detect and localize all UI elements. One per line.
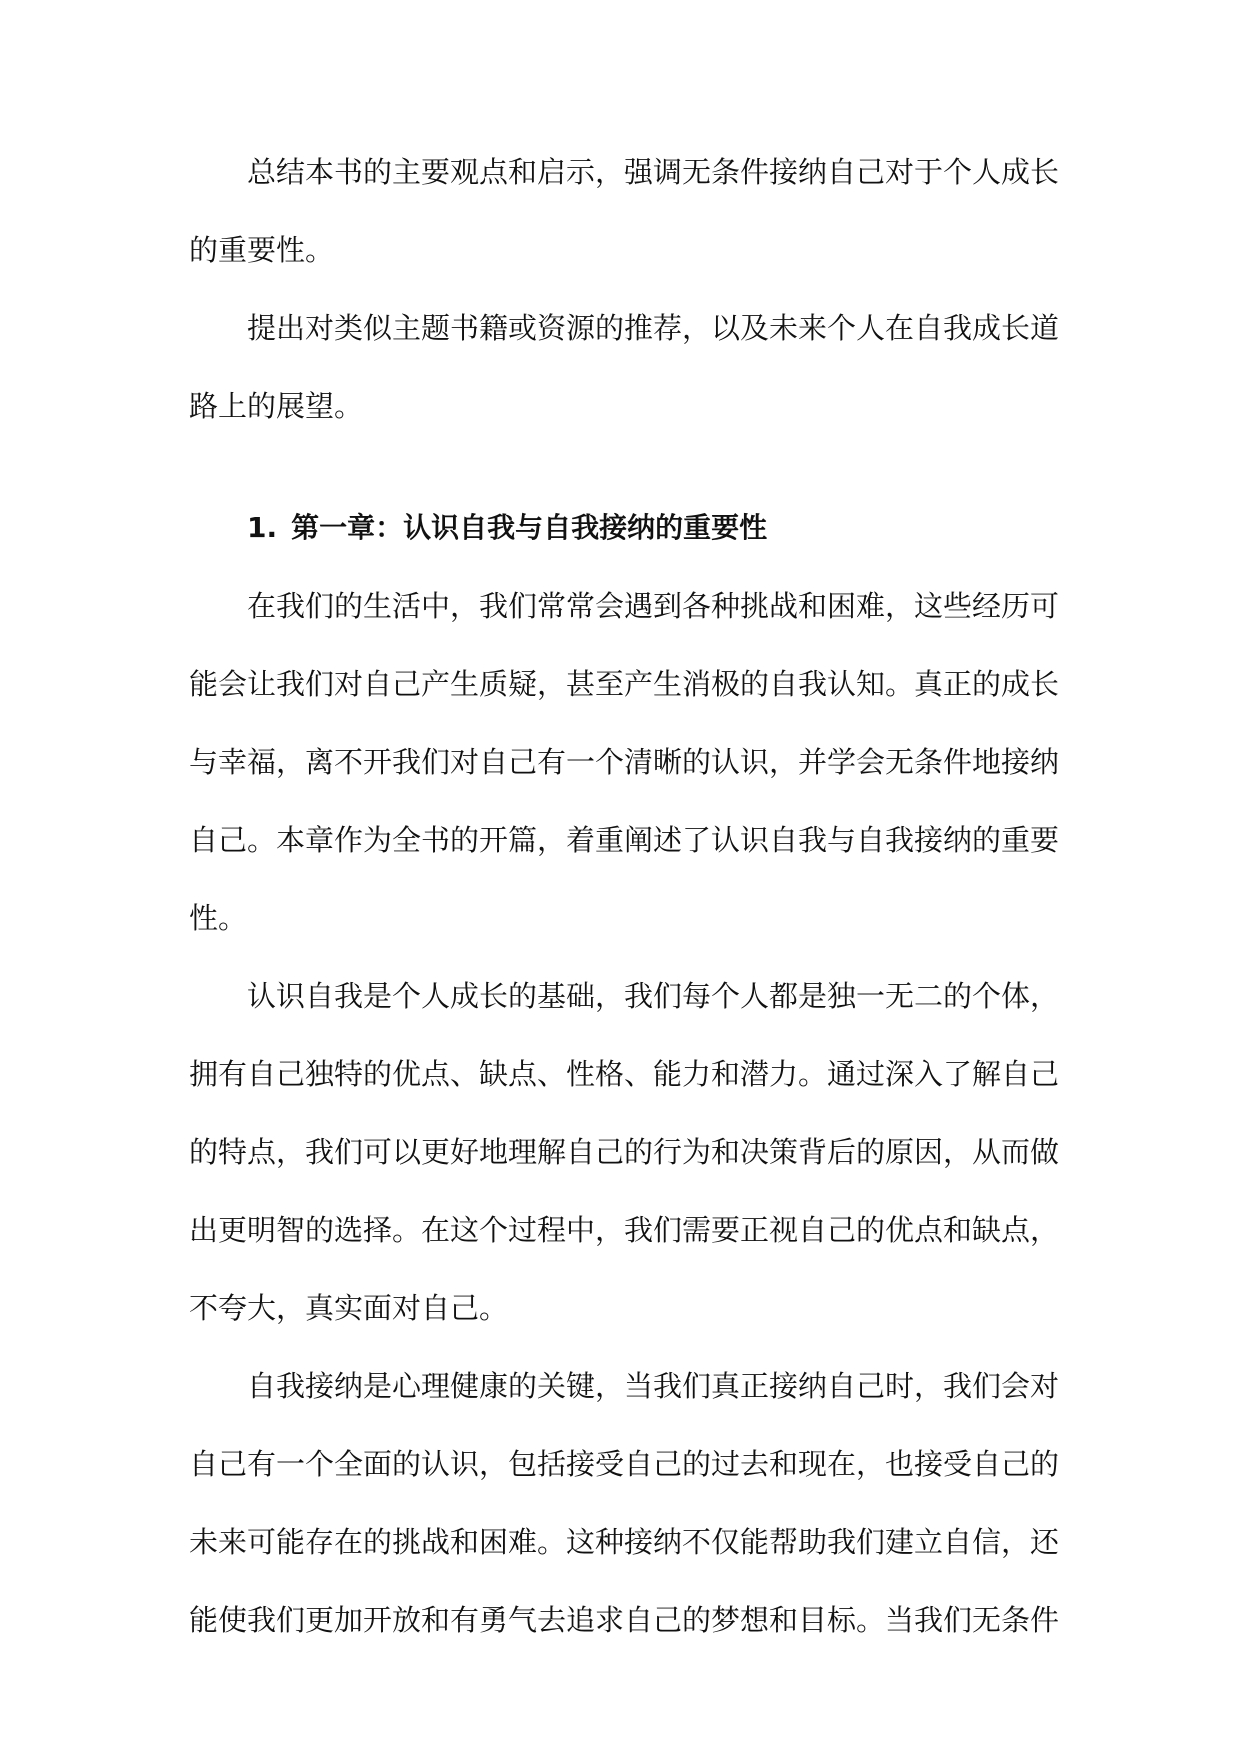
intro-paragraph: 提出对类似主题书籍或资源的推荐，以及未来个人在自我成长道路上的展望。: [189, 311, 1060, 423]
chapter-heading: [189, 489, 1059, 567]
chapter-paragraph: 自我接纳是心理健康的关键，当我们真正接纳自己时，我们会对自己有一个全面的认识，包括接受自己的过去和现在，也接受自己的未来可能存在的挑战和困难。这种接纳不仅能帮助我们建立自信，还能使我们更加开放和有勇气去追求自己的梦想和目标。当我们无条件: [189, 1369, 1060, 1637]
intro-paragraph: 总结本书的主要观点和启示，强调无条件接纳自己对于个人成长的重要性。: [189, 155, 1060, 267]
document-body: [189, 133, 1059, 1659]
chapter-paragraph: 认识自我是个人成长的基础，我们每个人都是独一无二的个体，拥有自己独特的优点、缺点、性格、能力和潜力。通过深入了解自己的特点，我们可以更好地理解自己的行为和决策背后的原因，从而做出更明智的选择。在这个过程中，我们需要正视自己的优点和缺点，不夸大，真实面对自己。: [189, 979, 1060, 1325]
chapter-number: 1.: [247, 511, 278, 544]
chapter-title: 第一章：认识自我与自我接纳的重要性: [291, 511, 768, 544]
chapter-paragraph: 在我们的生活中，我们常常会遇到各种挑战和困难，这些经历可能会让我们对自己产生质疑，甚至产生消极的自我认知。真正的成长与幸福，离不开我们对自己有一个清晰的认识，并学会无条件地接纳自己。本章作为全书的开篇，着重阐述了认识自我与自我接纳的重要性。: [189, 589, 1060, 935]
